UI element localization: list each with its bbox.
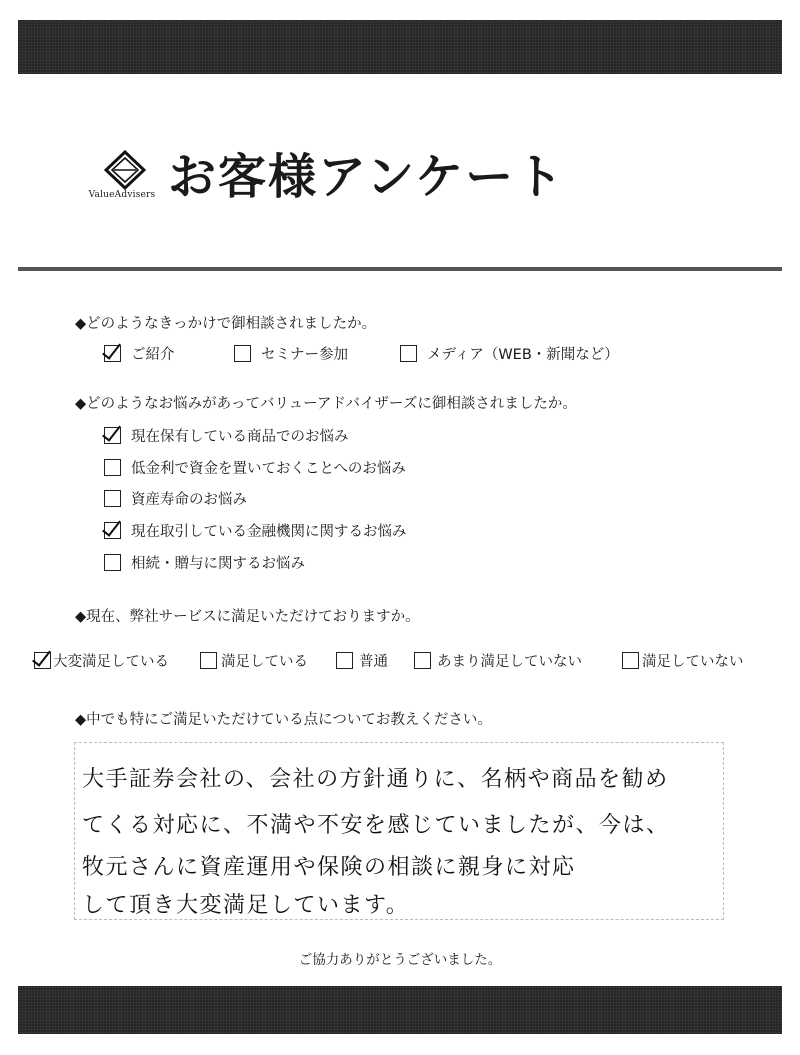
q2-option-2[interactable] <box>104 457 406 478</box>
checkbox-checked[interactable] <box>104 345 121 362</box>
option-label: 相続・贈与に関するお悩み <box>131 556 305 572</box>
option-label: 満足している <box>221 654 308 670</box>
checkbox[interactable] <box>234 345 251 362</box>
checkbox[interactable] <box>400 345 417 362</box>
value-advisers-logo-icon <box>104 150 146 190</box>
footer-band <box>18 986 782 1034</box>
q1-option-media[interactable] <box>400 343 619 364</box>
option-label: 低金利で資金を置いておくことへのお悩み <box>131 461 406 477</box>
option-label: 大変満足している <box>53 654 169 670</box>
checkbox[interactable] <box>336 652 353 669</box>
checkbox[interactable] <box>622 652 639 669</box>
checkbox-checked[interactable] <box>34 652 51 669</box>
q2-option-4[interactable] <box>104 520 407 541</box>
answer-line: 大手証券会社の、会社の方針通りに、名柄や商品を勧め <box>82 767 669 792</box>
q3-option-not-very-satisfied[interactable] <box>414 650 582 671</box>
answer-line: てくる対応に、不満や不安を感じていましたが、今は、 <box>82 813 670 838</box>
question-2: ◆どのようなお悩みがあってバリューアドバイザーズに御相談されましたか。 <box>75 396 577 412</box>
question-4: ◆中でも特にご満足いただけている点についてお教えください。 <box>75 712 492 728</box>
option-label: メディア（WEB・新聞など） <box>427 347 619 363</box>
q3-option-not-satisfied[interactable] <box>622 650 744 671</box>
checkbox[interactable] <box>200 652 217 669</box>
q1-option-seminar[interactable] <box>234 343 348 364</box>
question-1: ◆どのようなきっかけで御相談されましたか。 <box>75 316 377 332</box>
thanks-message: ご協力ありがとうございました。 <box>298 952 502 968</box>
q3-option-very-satisfied[interactable] <box>34 650 169 671</box>
checkbox[interactable] <box>414 652 431 669</box>
answer-line: 牧元さんに資産運用や保険の相談に親身に対応 <box>82 855 576 880</box>
checkbox-checked[interactable] <box>104 522 121 539</box>
page-title: お客様アンケート <box>168 149 566 205</box>
checkbox[interactable] <box>104 490 121 507</box>
answer-line: して頂き大変満足しています。 <box>82 893 410 918</box>
header-band <box>18 20 782 74</box>
q3-option-neutral[interactable] <box>336 650 388 671</box>
header-divider <box>18 267 782 271</box>
option-label: ご紹介 <box>131 347 175 363</box>
option-label: あまり満足していない <box>437 654 582 670</box>
q2-option-3[interactable] <box>104 488 247 509</box>
option-label: セミナー参加 <box>261 347 348 363</box>
question-3: ◆現在、弊社サービスに満足いただけておりますか。 <box>75 609 420 625</box>
option-label: 普通 <box>359 654 388 670</box>
checkbox-checked[interactable] <box>104 427 121 444</box>
option-label: 現在取引している金融機関に関するお悩み <box>131 524 407 540</box>
q2-option-1[interactable] <box>104 425 349 446</box>
option-label: 満足していない <box>642 654 744 670</box>
q1-option-referral[interactable] <box>104 343 175 364</box>
checkbox[interactable] <box>104 459 121 476</box>
brand-name: ValueAdvisers <box>88 190 156 200</box>
q2-option-5[interactable] <box>104 552 305 573</box>
option-label: 現在保有している商品でのお悩み <box>131 429 349 445</box>
q3-option-satisfied[interactable] <box>200 650 308 671</box>
checkbox[interactable] <box>104 554 121 571</box>
company-logo <box>82 150 162 210</box>
option-label: 資産寿命のお悩み <box>131 492 247 508</box>
